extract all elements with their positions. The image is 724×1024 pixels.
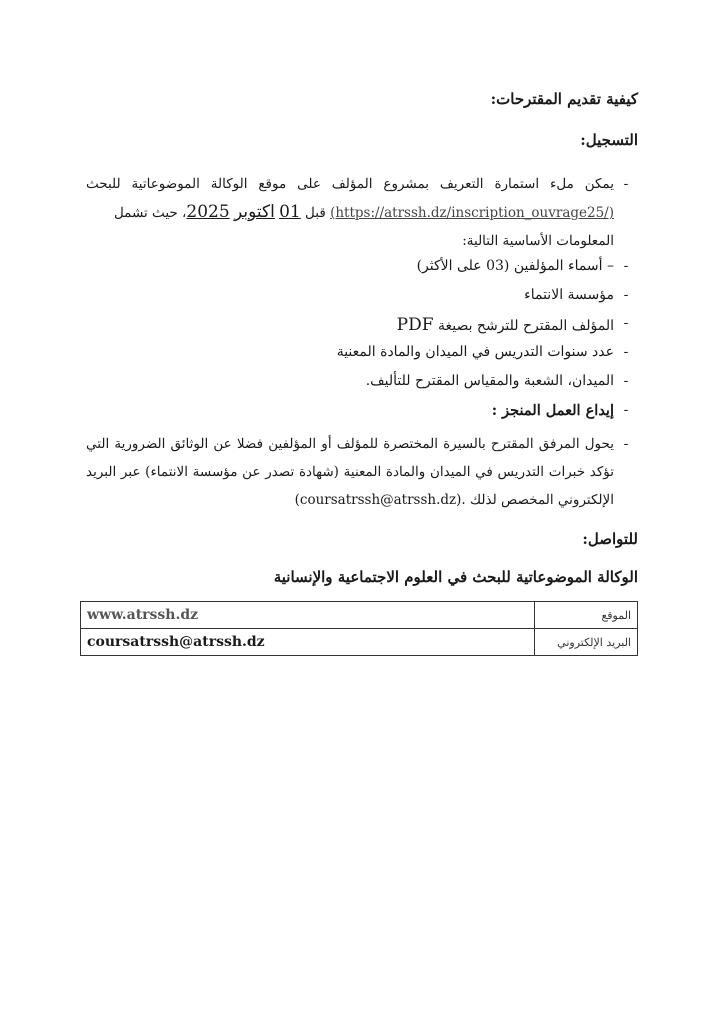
contact-heading: للتواصل: <box>582 530 638 548</box>
deadline-month: اكتوبر <box>233 202 275 222</box>
intro-after: ، حيث تشمل <box>113 205 187 221</box>
page-title: كيفية تقديم المقترحات: <box>490 90 638 108</box>
list-item: - الميدان، الشعبة والمقياس المقترح للتأليف. <box>365 373 629 389</box>
list-item: - المؤلف المقترح للترشح بصيغة PDF <box>396 315 629 335</box>
pdf-label: PDF <box>396 315 434 335</box>
submission-text: يحول المرفق المقترح بالسيرة المختصرة للمؤلف أو المؤلفين فضلا عن الوثائق الضرورية التي تؤكد خبرات التدريس في الميدان والمادة المعنية (شهادة تصدر عن مؤسسة الانتماء) عبر البريد الإلكتروني المخصص لذلك <box>86 436 614 508</box>
deadline-year: 2025 <box>186 202 230 222</box>
submission-email[interactable]: (coursatrssh@atrssh.dz). <box>294 492 466 508</box>
contact-table <box>80 601 638 656</box>
registration-link[interactable]: (https://atrssh.dz/inscription_ouvrage25/) <box>330 205 614 221</box>
registration-intro <box>86 170 638 255</box>
email-value[interactable]: coursatrssh@atrssh.dz <box>81 629 535 656</box>
submission-heading: إيداع العمل المنجز : <box>491 402 614 419</box>
registration-intro-text: يمكن ملء استمارة التعريف بمشروع المؤلف على موقع الوكالة الموضوعاتية للبحث <box>86 176 614 192</box>
deadline-prefix: قبل <box>305 205 326 221</box>
list-item: - مؤسسة الانتماء <box>524 287 629 303</box>
agency-name: الوكالة الموضوعاتية للبحث في العلوم الاجتماعية والإنسانية <box>273 568 638 586</box>
table-row <box>81 629 638 656</box>
submission-heading-row: - إيداع العمل المنجز : <box>86 402 638 419</box>
bullet-dash: - <box>623 176 629 192</box>
table-row <box>81 602 638 629</box>
website-value[interactable]: www.atrssh.dz <box>81 602 535 629</box>
list-item: - – أسماء المؤلفين (03 على الأكثر) <box>416 258 629 274</box>
website-label: الموقع <box>535 602 638 629</box>
registration-intro-line3: المعلومات الأساسية التالية: <box>462 233 614 249</box>
registration-heading: التسجيل: <box>580 131 638 149</box>
email-label: البريد الإلكتروني <box>535 629 638 656</box>
submission-paragraph: - يحول المرفق المقترح بالسيرة المختصرة للمؤلف أو المؤلفين فضلا عن الوثائق الضرورية التي تؤكد خبرات التدريس في الميدان والمادة المعنية (شهادة تصدر عن مؤسسة الانتماء) عبر البريد الإلكتروني المخصص لذلك (coursatrssh@atrssh.dz). <box>86 436 629 508</box>
list-item: - عدد سنوات التدريس في الميدان والمادة المعنية <box>336 344 629 360</box>
deadline-day: 01 <box>279 202 301 222</box>
